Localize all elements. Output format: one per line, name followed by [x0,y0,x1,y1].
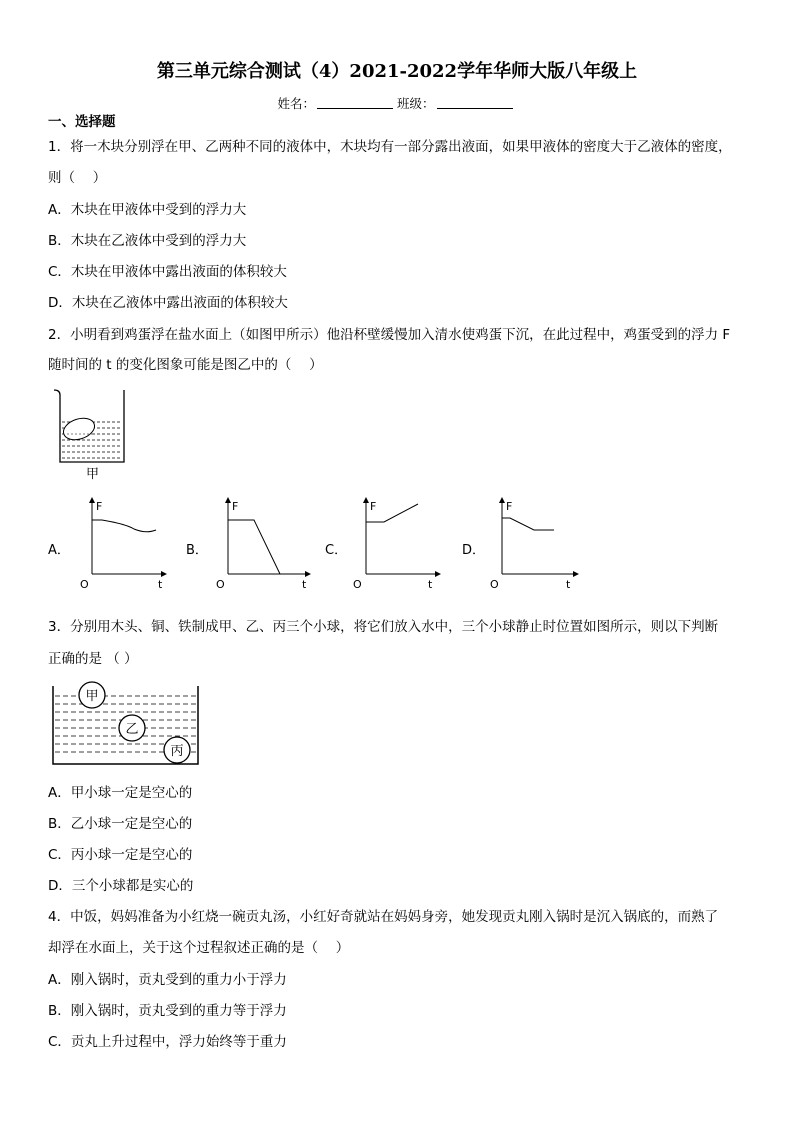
section-heading: 一、选择题 [48,114,116,130]
graph-b-curve [228,520,280,574]
q3-option-a[interactable]: A．甲小球一定是空心的 [48,785,193,801]
graph-a-curve [92,520,156,532]
graph-b-x-label: t [302,578,307,590]
graph-b[interactable] [212,494,312,590]
q4-stem-line2: 却浮在水面上，关于这个过程叙述正确的是（ ） [48,940,350,956]
class-blank[interactable] [437,96,513,109]
name-label: 姓名： [277,96,315,111]
q1-option-b[interactable]: B．木块在乙液体中受到的浮力大 [48,233,247,249]
q2-stem-line2: 随时间的 t 的变化图象可能是图乙中的（ ） [48,357,323,373]
q4-option-c[interactable]: C．贡丸上升过程中，浮力始终等于重力 [48,1034,287,1050]
graph-a[interactable] [76,494,168,590]
graph-c-y-label: F [370,500,377,513]
ball-jia [79,682,105,708]
beaker-figure [48,386,138,482]
graph-d-x-label: t [566,578,571,590]
q4-option-a[interactable]: A．刚入锅时，贡丸受到的重力小于浮力 [48,972,287,988]
water-tank-figure [48,676,204,772]
beaker-label: 甲 [86,467,100,482]
graph-d-y-label: F [506,500,513,513]
class-label: 班级： [397,96,435,111]
q1-stem-line1: 1．将一木块分别浮在甲、乙两种不同的液体中，木块均有一部分露出液面，如果甲液体的密度大于乙液体的密度， [48,139,732,155]
graph-option-b-letter[interactable]: B． [186,543,208,558]
q1-stem-line2: 则（ ） [48,170,107,186]
q1-option-a[interactable]: A．木块在甲液体中受到的浮力大 [48,202,247,218]
q2-stem-line1: 2．小明看到鸡蛋浮在盐水面上（如图甲所示）他沿杯壁缓慢加入清水使鸡蛋下沉，在此过程中，鸡蛋受到的浮力 F [48,327,731,343]
ball-jia-label: 甲 [85,689,99,704]
graph-option-a-letter[interactable]: A． [48,543,70,558]
ball-yi-label: 乙 [125,722,139,737]
q3-stem-line1: 3．分别用木头、铜、铁制成甲、乙、丙三个小球，将它们放入水中，三个小球静止时位置如图所示，则以下判断 [48,619,719,635]
q3-option-d[interactable]: D．三个小球都是实心的 [48,878,194,894]
q1-option-d[interactable]: D．木块在乙液体中露出液面的体积较大 [48,295,288,311]
graph-c-origin: O [353,578,362,590]
ball-bing-label: 丙 [170,744,184,759]
q3-option-b[interactable]: B．乙小球一定是空心的 [48,816,193,832]
graph-b-origin: O [216,578,225,590]
graph-d-origin: O [490,578,499,590]
graph-a-origin: O [80,578,89,590]
graph-d-curve [502,518,554,530]
graph-option-c-letter[interactable]: C． [325,543,348,558]
q1-option-c[interactable]: C．木块在甲液体中露出液面的体积较大 [48,264,287,280]
graph-c[interactable] [350,494,442,590]
graph-option-d-letter[interactable]: D． [462,543,486,558]
q3-stem-line2: 正确的是 （ ） [48,651,138,667]
graph-c-x-label: t [428,578,433,590]
page-title: 第三单元综合测试（4）2021-2022学年华师大版八年级上 [156,61,638,82]
ball-yi [119,715,145,741]
graph-a-x-label: t [158,578,163,590]
q4-stem-line1: 4．中饭，妈妈准备为小红烧一碗贡丸汤，小红好奇就站在妈妈身旁，她发现贡丸刚入锅时是沉入锅底的，而熟了 [48,909,719,925]
graph-a-y-label: F [96,500,103,513]
graph-b-y-label: F [232,500,239,513]
ball-bing [164,737,190,763]
egg-shape [61,415,98,444]
q4-option-b[interactable]: B．刚入锅时，贡丸受到的重力等于浮力 [48,1003,287,1019]
q3-option-c[interactable]: C．丙小球一定是空心的 [48,847,193,863]
name-blank[interactable] [317,96,393,109]
graph-d[interactable] [486,494,580,590]
student-info [0,94,794,112]
